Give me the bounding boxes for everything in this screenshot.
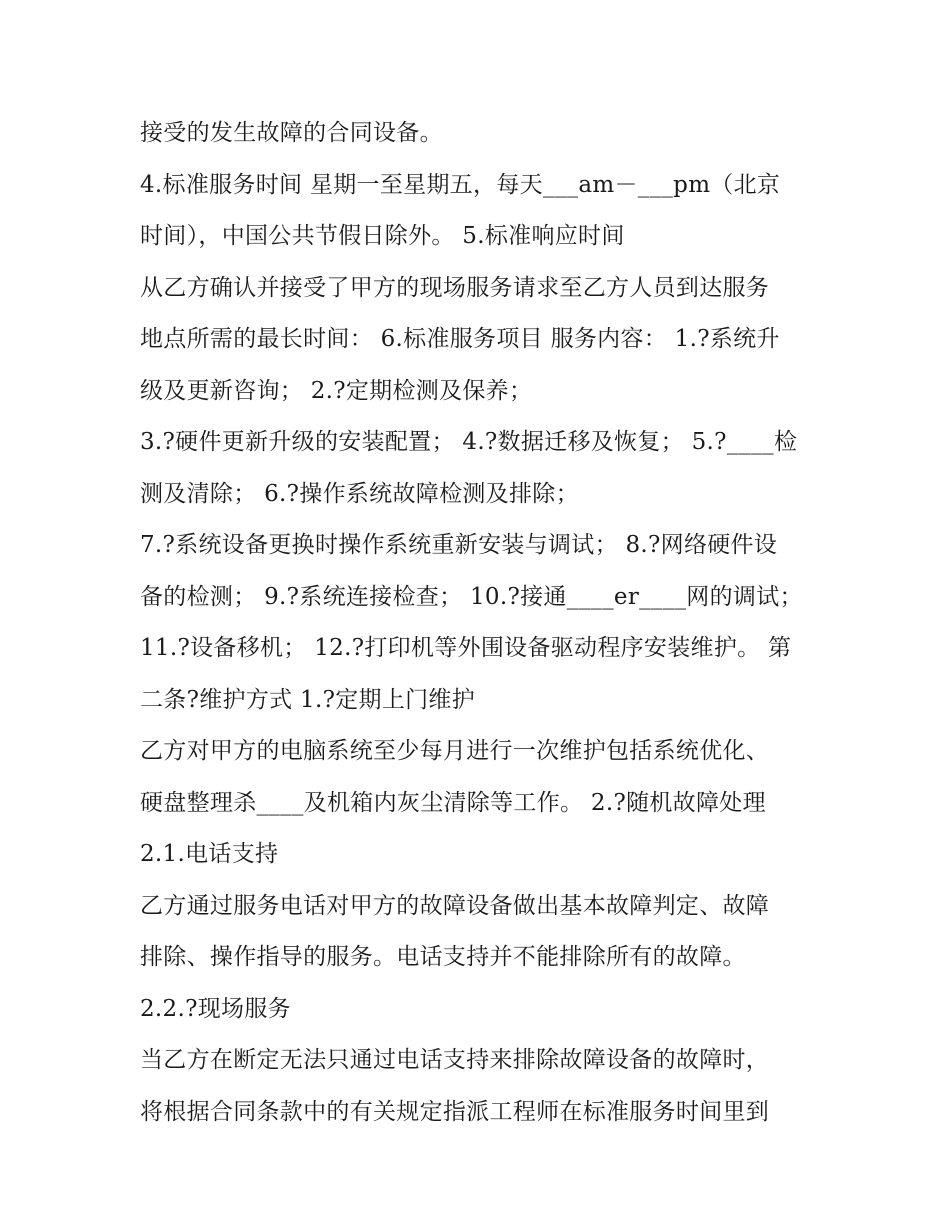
text-line: 2.2.?现场服务 [140,995,291,1022]
text-line: 备的检测； 9.?系统连接检查； 10.?接通____er____网的调试； [140,583,803,610]
text-line: 11.?设备移机； 12.?打印机等外围设备驱动程序安装维护。 第 [140,635,792,661]
text-line: 级及更新咨询； 2.?定期检测及保养； [140,377,533,404]
text-line: 7.?系统设备更换时操作系统重新安装与调试； 8.?网络硬件设 [140,532,778,558]
text-line: 二条?维护方式 1.?定期上门维护 [140,686,476,713]
text-line: 硬盘整理杀____及机箱内灰尘清除等工作。 2.?随机故障处理 [140,789,766,816]
text-line: 排除、操作指导的服务。电话支持并不能排除所有的故障。 [140,944,746,970]
text-line: 乙方对甲方的电脑系统至少每月进行一次维护包括系统优化、 [140,738,770,764]
text-line: 时间），中国公共节假日除外。 5.标准响应时间 [140,223,625,249]
document-body [140,108,830,1138]
text-line: 乙方通过服务电话对甲方的故障设备做出基本故障判定、故障 [140,892,770,919]
text-line: 4.标准服务时间 星期一至星期五，每天___am－___pm（北京 [140,171,781,198]
text-line: 当乙方在断定无法只通过电话支持来排除故障设备的故障时， [140,1047,770,1073]
text-line: 3.?硬件更新升级的安装配置； 4.?数据迁移及恢复； 5.?____检 [140,429,798,455]
text-line: 测及清除； 6.?操作系统故障检测及排除； [140,480,579,507]
text-line: 地点所需的最长时间： 6.标准服务项目 服务内容： 1.?系统升 [140,326,780,352]
text-line: 从乙方确认并接受了甲方的现场服务请求至乙方人员到达服务 [140,274,770,301]
text-line: 2.1.电话支持 [140,841,279,867]
text-line: 将根据合同条款中的有关规定指派工程师在标准服务时间里到 [140,1098,770,1125]
text-line: 接受的发生故障的合同设备。 [140,120,443,146]
